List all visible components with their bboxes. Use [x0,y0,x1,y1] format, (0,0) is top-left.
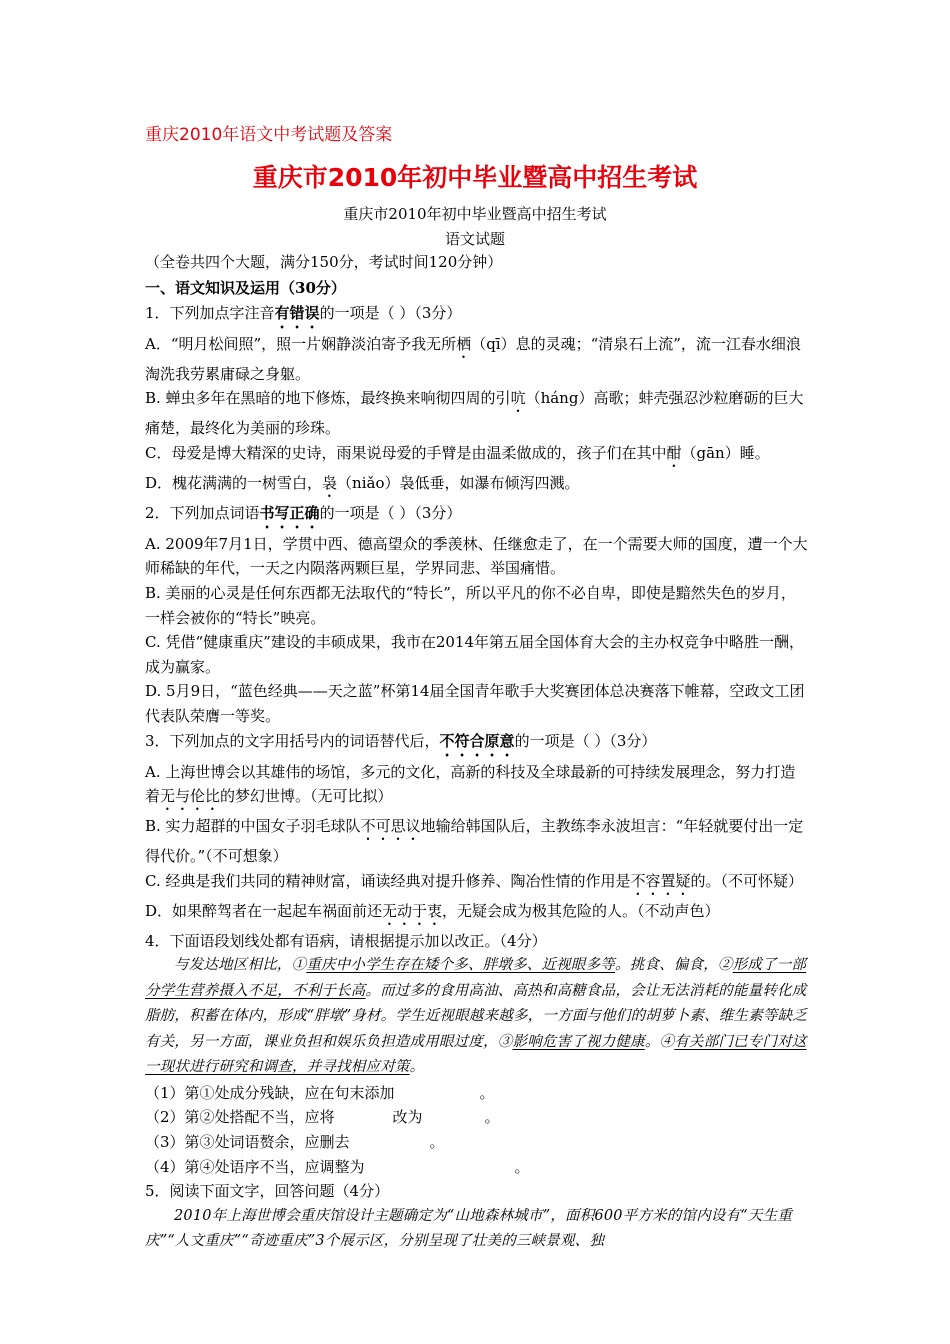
document-small-title: 重庆2010年语文中考试题及答案 [145,125,393,145]
emphasis-text: 有错误 [274,303,320,322]
question-4-sub-2: （2）第②处搭配不当，应将 改为 。 [145,1108,500,1127]
exam-subtitle: 重庆市2010年初中毕业暨高中招生考试 [343,205,607,223]
emphasis-text: 不符合原意 [439,731,515,750]
question-4-sub-1: （1）第①处成分残缺，应在句末添加 。 [145,1083,495,1102]
emphasis-text: 书写正确 [259,503,320,522]
question-1-stem: 1．下列加点字注音有错误的一项是（ ）（3分） [145,303,462,322]
question-3-stem: 3．下列加点的文字用括号内的词语替代后，不符合原意的一项是（ ）（3分） [145,731,657,750]
question-3-option-d: D．如果醉驾者在一起起车祸面前还无动于衷，无疑会成为极其危险的人。（不动声色） [145,901,720,920]
question-1-option-a: A．“明月松间照”，照一片娴静淡泊寄予我无所栖（qī）息的灵魂；“清泉石上流”，流一江春水细浪淘洗我劳累庸碌之身躯。 [145,334,801,383]
document-main-title: 重庆市2010年初中毕业暨高中招生考试 [252,163,698,192]
question-3-option-b: B. 实力超群的中国女子羽毛球队不可思议地输给韩国队后，主教练李永波坦言：“年轻就要付出一定得代价。”（不可想象） [145,817,804,866]
question-3-option-a: A. 上海世博会以其雄伟的场馆，多元的文化，高新的科技及全球最新的可持续发展理念，努力打造着无与伦比的梦幻世博。（无可比拟） [145,762,796,806]
question-1-option-c: C．母爱是博大精深的史诗，雨果说母爱的手臂是由温柔做成的，孩子们在其中酣（gān）睡。 [145,443,770,462]
section-heading: 一、语文知识及运用（30分） [145,279,346,297]
exam-subject: 语文试题 [444,230,505,248]
question-4-sub-3: （3）第③处词语赘余，应删去 。 [145,1133,445,1151]
question-1-option-b: B. 蝉虫多年在黑暗的地下修炼，最终换来响彻四周的引吭（háng）高歌；蚌壳强忍沙粒磨砺的巨大痛楚，最终化为美丽的珍珠。 [145,389,804,438]
underlined-text: 影响危害了视力健康 [512,1033,645,1050]
question-3-option-c: C. 经典是我们共同的精神财富，诵读经典对提升修养、陶冶性情的作用是不容置疑的。（不可怀疑） [145,871,804,890]
question-4-sub-4: （4）第④处语序不当，应调整为 。 [145,1157,530,1176]
question-1-option-d: D．槐花满满的一树雪白，袅（niǎo）袅低垂，如瀑布倾泻四溅。 [145,473,580,492]
question-5-passage: 2010年上海世博会重庆馆设计主题确定为“山地森林城市”，面积600平方米的馆内设有“天生重庆”“人文重庆”“奇迹重庆”3个展示区，分别呈现了壮美的三峡景观、独 [145,1207,793,1250]
question-2-stem: 2．下列加点词语书写正确的一项是（ ）（3分） [145,503,462,522]
question-2-option-a: A. 2009年7月1日，学贯中西、德高望众的季羡林、任继愈走了，在一个需要大师的国度，遭一个大师稀缺的年代，一天之内陨落两颗巨星，学界同悲、举国痛惜。 [145,534,808,578]
exam-note: （全卷共四个大题，满分150分，考试时间120分钟） [145,253,503,271]
question-2-option-b: B. 美丽的心灵是任何东西都无法取代的“特长”，所以平凡的你不必自卑，即使是黯然失色的岁月，一样会被你的“特长”映亮。 [145,583,796,627]
question-4-passage: 与发达地区相比，①重庆中小学生存在矮个多、胖墩多、近视眼多等。挑食、偏食，②形成了一部分学生营养摄入不足，不利于长高。而过多的食用高油、高热和高糖食品，会让无法消耗的能量转化成脂肪，积蓄在体内，形成“胖墩”身材。学生近视眼越来越多，一方面与他们的胡萝卜素、维生素等缺乏有关，另一方面，课业负担和娱乐负担造成用眼过度，③影响危害了视力健康。④有关部门已专门对这一现状进行研究和调查，并寻找相应对策。 [145,957,808,1076]
question-4-stem: 4．下面语段划线处都有语病，请根据提示加以改正。（4分） [145,931,547,950]
question-2-option-d: D. 5月9日，“蓝色经典——天之蓝”杯第14届全国青年歌手大奖赛团体总决赛落下帷幕，空政文工团代表队荣膺一等奖。 [145,682,805,725]
underlined-text: 有关部门已专门对这一现状进行研究和调查，并寻找相应对策 [145,1033,807,1076]
question-5-stem: 5．阅读下面文字，回答问题（4分） [145,1182,390,1201]
underlined-text: 形成了一部分学生营养摄入不足，不利于长高 [145,957,807,999]
question-2-option-c: C. 凭借“健康重庆”建设的丰硕成果，我市在2014年第五届全国体育大会的主办权竞争中略胜一酬，成为赢家。 [145,633,804,676]
exam-content [145,276,810,1255]
underlined-text: 重庆中小学生存在矮个多、胖墩多、近视眼多等 [306,957,616,974]
